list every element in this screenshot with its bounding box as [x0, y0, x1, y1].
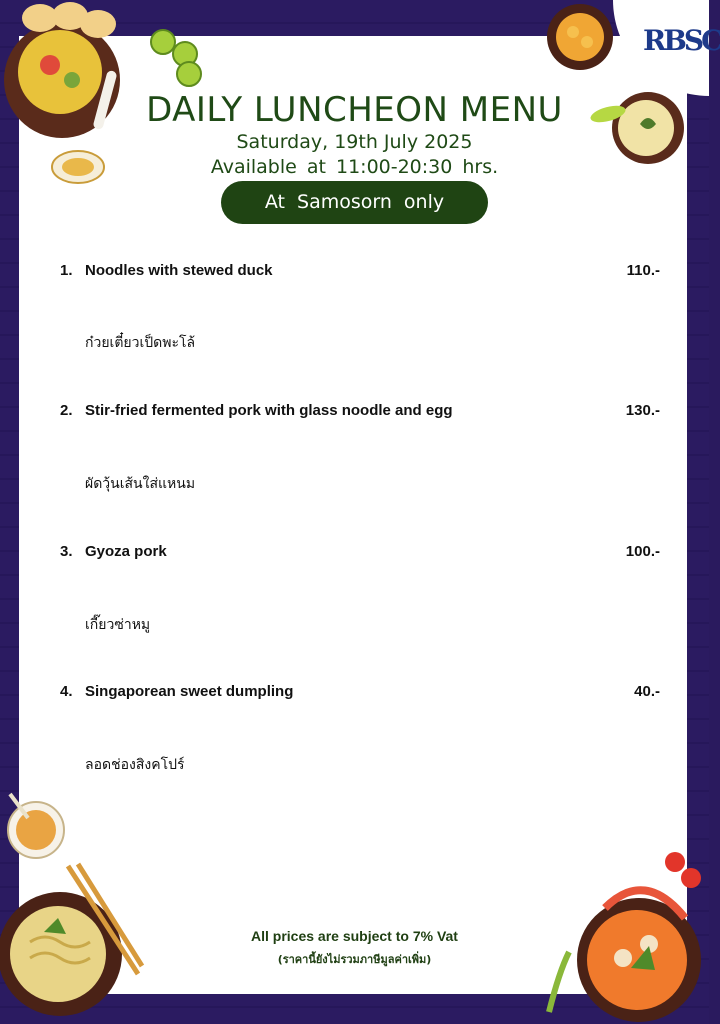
menu-item-name: Singaporean sweet dumpling — [85, 683, 294, 700]
club-logo-text: RBSC — [643, 24, 720, 57]
location-badge: At Samosorn only — [221, 181, 488, 224]
soup-cup-illustration — [2, 790, 70, 860]
menu-item-thai-name: ผัดวุ้นเส้นใส่แหนม — [85, 476, 196, 492]
menu-item — [60, 683, 660, 705]
menu-item-thai-name: ก๋วยเตี๋ยวเป็ดพะโล้ — [85, 335, 196, 351]
menu-item-number: 3. — [60, 543, 73, 560]
menu-item — [60, 262, 660, 284]
lime-slices-illustration — [145, 26, 205, 91]
menu-item-name: Noodles with stewed duck — [85, 262, 273, 279]
menu-item — [60, 402, 660, 424]
menu-item-number: 2. — [60, 402, 73, 419]
menu-item-price: 130.- — [625, 402, 660, 419]
menu-title: DAILY LUNCHEON MENU — [146, 90, 563, 130]
menu-date: Saturday, 19th July 2025 — [236, 131, 473, 153]
menu-item-thai-name: ลอดช่องสิงคโปร์ — [85, 757, 185, 773]
vat-note-thai: (ราคานี้ยังไม่รวมภาษีมูลค่าเพิ่ม) — [277, 953, 432, 966]
menu-availability: Available at 11:00-20:30 hrs. — [210, 156, 499, 178]
menu-item-name: Stir-fried fermented pork with glass noodle and egg — [85, 402, 453, 419]
menu-item-price: 100.- — [625, 543, 660, 560]
menu-item-price: 40.- — [634, 683, 660, 700]
menu-item-number: 1. — [60, 262, 73, 279]
menu-item-name: Gyoza pork — [85, 543, 167, 560]
menu-item-number: 4. — [60, 683, 73, 700]
vat-note: All prices are subject to 7% Vat — [251, 928, 458, 944]
fried-snack-bowl-illustration — [545, 2, 615, 72]
menu-item-thai-name: เกี๊ยวซ่าหมู — [85, 617, 151, 633]
menu-item-price: 110.- — [626, 262, 660, 279]
menu-item — [60, 543, 660, 565]
